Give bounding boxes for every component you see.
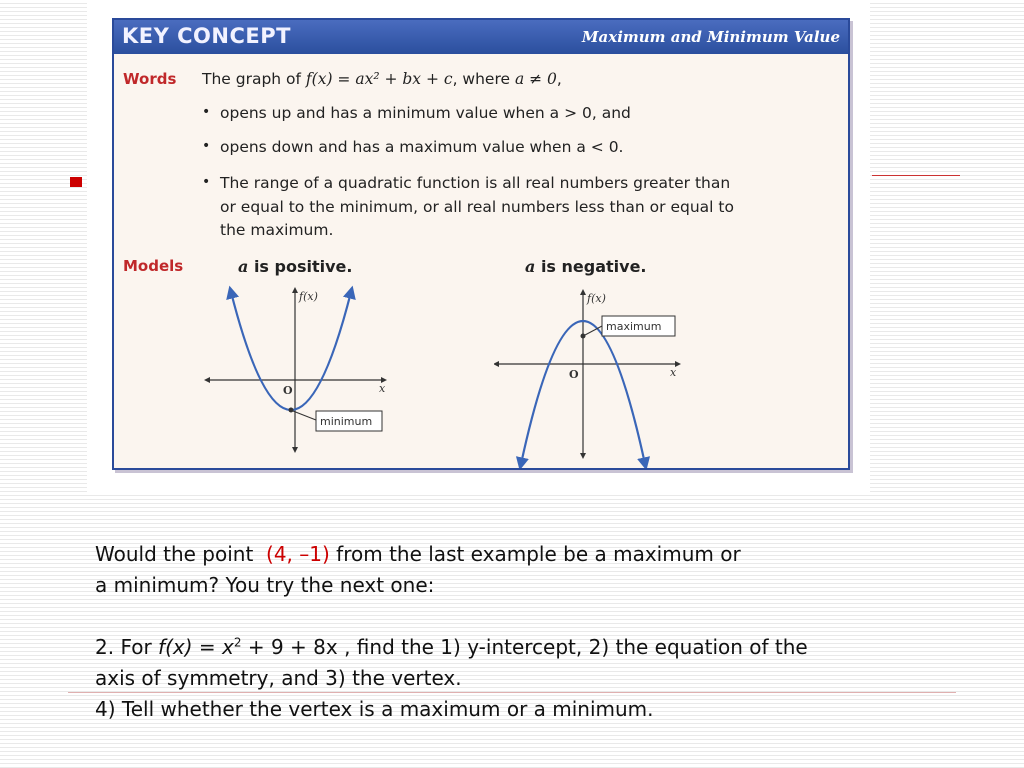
bullet-3-line-2: or equal to the minimum, or all real numbers less than or equal to [220, 198, 734, 216]
question-text-a: Would the point [95, 542, 267, 566]
model-right-rest: is negative. [535, 257, 647, 276]
origin-label: O [283, 384, 293, 397]
model-left-heading [238, 257, 352, 276]
accent-square [70, 177, 82, 187]
question-text-b: from the last example be a maximum or [329, 542, 741, 566]
intro-condition: a ≠ 0 [514, 70, 557, 88]
exercise-line-1 [95, 632, 808, 663]
exercise-text-a: 2. For [95, 635, 159, 659]
axis-label-fx: f(x) [299, 290, 318, 303]
exercise-fx: f(x) [158, 635, 193, 659]
callout-leader [293, 411, 316, 420]
bullet-dot: • [202, 138, 211, 154]
words-intro [202, 68, 562, 91]
intro-equation: ax² + bx + c [355, 70, 453, 88]
exercise-text-b: = [192, 635, 223, 659]
origin-label: O [569, 368, 579, 381]
callout-maximum: maximum [606, 320, 662, 333]
bullet-2: opens down and has a maximum value when a < 0. [220, 138, 624, 156]
bullet-dot: • [202, 104, 211, 120]
models-label: Models [123, 257, 184, 275]
question-line-2: a minimum? You try the next one: [95, 573, 435, 597]
model-right-var: a [525, 257, 536, 276]
model-right-heading [525, 257, 647, 276]
key-concept-subtitle: Maximum and Minimum Value [581, 28, 840, 46]
highlighted-point: (4, –1) [266, 542, 330, 566]
exercise-line-2: axis of symmetry, and 3) the vertex. [95, 666, 462, 690]
graph-a-positive [199, 278, 399, 458]
axis-label-x: x [379, 382, 386, 395]
accent-line [872, 175, 960, 176]
axis-label-x: x [670, 366, 677, 379]
exercise-exponent: 2 [233, 635, 242, 650]
key-concept-box [112, 18, 850, 470]
model-left-var: a [238, 257, 249, 276]
intro-text-d: , [556, 70, 562, 88]
intro-fx: f(x) [305, 70, 333, 88]
key-concept-header [114, 20, 848, 54]
words-label: Words [123, 70, 177, 88]
intro-text-a: The graph of [202, 70, 306, 88]
key-concept-title: KEY CONCEPT [122, 24, 291, 48]
bullet-3-line-1: The range of a quadratic function is all real numbers greater than [220, 174, 731, 192]
graph-a-negative [494, 278, 699, 468]
exercise-text-c: + 9 + 8x , find the 1) y-intercept, 2) the equation of the [241, 635, 808, 659]
question-line-1 [95, 539, 741, 570]
model-left-rest: is positive. [248, 257, 353, 276]
bullet-dot: • [202, 174, 211, 190]
footer-divider [68, 692, 956, 693]
vertex-max-point [581, 334, 586, 339]
axis-label-fx: f(x) [587, 292, 606, 305]
callout-minimum: minimum [320, 415, 373, 428]
exercise-line-3: 4) Tell whether the vertex is a maximum or a minimum. [95, 697, 654, 721]
bullet-1: opens up and has a minimum value when a > 0, and [220, 104, 631, 122]
intro-text-c: , where [452, 70, 515, 88]
intro-text-b: = [332, 70, 356, 88]
exercise-x: x [222, 635, 234, 659]
bullet-3-line-3: the maximum. [220, 221, 334, 239]
vertex-min-point [289, 408, 294, 413]
